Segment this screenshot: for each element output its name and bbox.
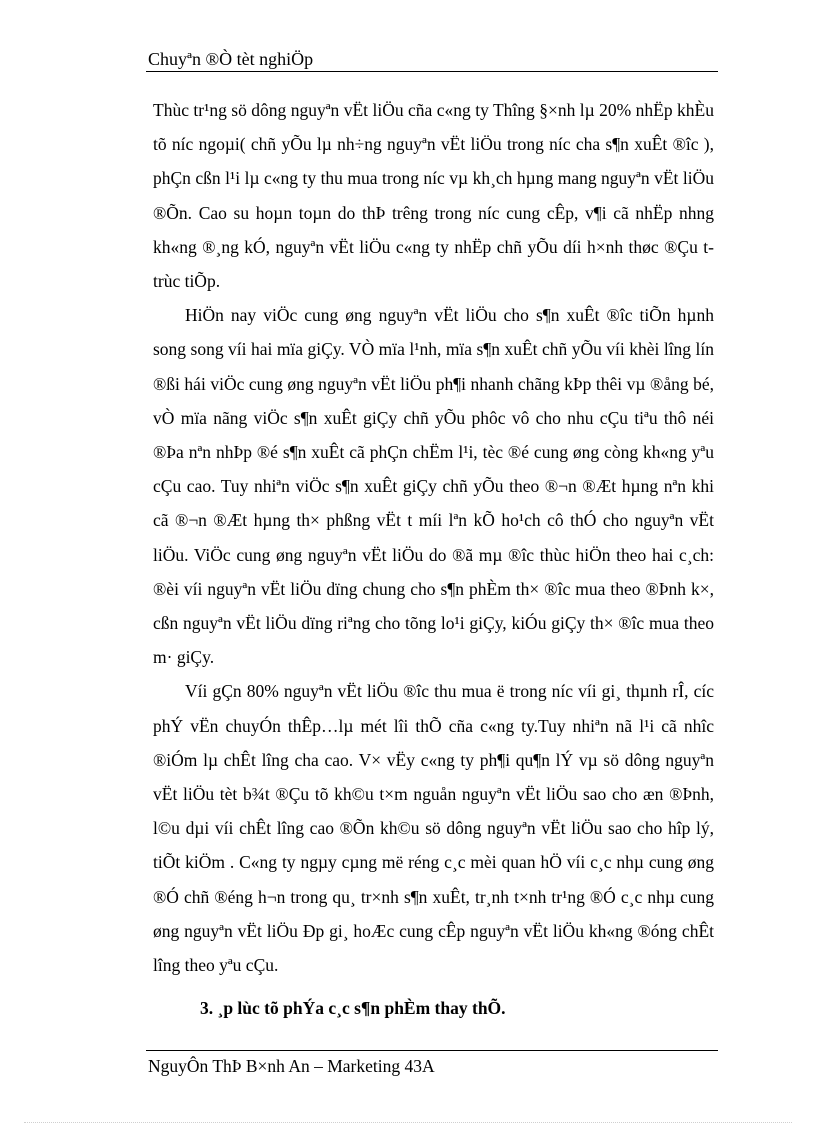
page-footer: NguyÔn ThÞ B×nh An – Marketing 43A bbox=[148, 1056, 435, 1076]
section-heading: 3. ¸p lùc tõ phÝa c¸c s¶n phÈm thay thÕ. bbox=[200, 998, 506, 1018]
page-header: Chuyªn ®Ò tèt nghiÖp bbox=[148, 49, 314, 69]
header-divider bbox=[146, 71, 718, 72]
body-paragraph-1: Thùc tr¹ng sö dông nguyªn vËt liÖu cña c«ng ty Thîng §×nh lµ 20% nhËp khÈu tõ níc ngoµi( chñ yÕu lµ nh÷ng nguyªn vËt liÖu trong níc cha s¶n xuÊt ®îc ), phÇn cßn l¹i lµ c«ng ty thu mua trong níc vµ kh¸ch hµng mang nguyªn vËt liÖu ®Õn. Cao su hoµn toµn do thÞ trêng trong níc cung cÊp, v¶i cã nhËp nhng kh«ng ®¸ng kÓ, nguyªn vËt liÖu c«ng ty nhËp chñ yÕu díi h×nh thøc ®Çu t trùc tiÕp. bbox=[153, 100, 714, 292]
body-paragraph-3: Víi gÇn 80% nguyªn vËt liÖu ®îc thu mua ë trong níc víi gi¸ thµnh rÎ, cíc phÝ vËn chuyÓn thÊp…lµ mét lîi thÕ cña c«ng ty.Tuy nhiªn nã l¹i cã nhîc ®iÓm lµ chÊt lîng cha cao. V× vËy c«ng ty ph¶i qu¶n lÝ vµ sö dông nguyªn vËt liÖu tèt b¾t ®Çu tõ kh©u t×m nguån nguyªn vËt liÖu sao cho æn ®Þnh, l©u dµi víi chÊt lîng cao ®Õn kh©u sö dông nguyªn vËt liÖu sao cho hîp lý, tiÕt kiÖm . C«ng ty ngµy cµng më réng c¸c mèi quan hÖ víi c¸c nhµ cung øng ®Ó chñ ®éng h¬n trong qu¸ tr×nh s¶n xuÊt, tr¸nh t×nh tr¹ng ®Ó c¸c nhµ cung øng nguyªn vËt liÖu Ðp gi¸ hoÆc cung cÊp nguyªn vËt liÖu kh«ng ®óng chÊt lîng theo yªu cÇu. bbox=[153, 681, 714, 976]
body-paragraph-2: HiÖn nay viÖc cung øng nguyªn vËt liÖu cho s¶n xuÊt ®îc tiÕn hµnh song song víi hai mïa giÇy. VÒ mïa l¹nh, mïa s¶n xuÊt chñ yÕu víi khèi lîng lín ®ßi hái viÖc cung øng nguyªn vËt liÖu ph¶i nhanh chãng kÞp thêi vµ ®ång bé, vÒ mïa nãng viÖc s¶n xuÊt giÇy chñ yÕu phôc vô cho nhu cÇu tiªu thô néi ®Þa nªn nhÞp ®é s¶n xuÊt cã phÇn chËm l¹i, tèc ®é cung øng còng kh«ng yªu cÇu cao. Tuy nhiªn viÖc s¶n xuÊt giÇy chñ yÕu theo ®¬n ®Æt hµng nªn khi cã ®¬n ®Æt hµng th× phßng vËt t míi lªn kÕ ho¹ch cô thÓ cho nguyªn vËt liÖu. ViÖc cung øng nguyªn vËt liÖu do ®ã mµ ®îc thùc hiÖn theo hai c¸ch: ®èi víi nguyªn vËt liÖu dïng chung cho s¶n phÈm th× ®îc mua theo ®Þnh k×, cßn nguyªn vËt liÖu dïng riªng cho tõng lo¹i giÇy, kiÓu giÇy th× ®îc mua theo m· giÇy. bbox=[153, 305, 714, 668]
footer-divider bbox=[146, 1050, 718, 1051]
document-body bbox=[153, 93, 714, 982]
